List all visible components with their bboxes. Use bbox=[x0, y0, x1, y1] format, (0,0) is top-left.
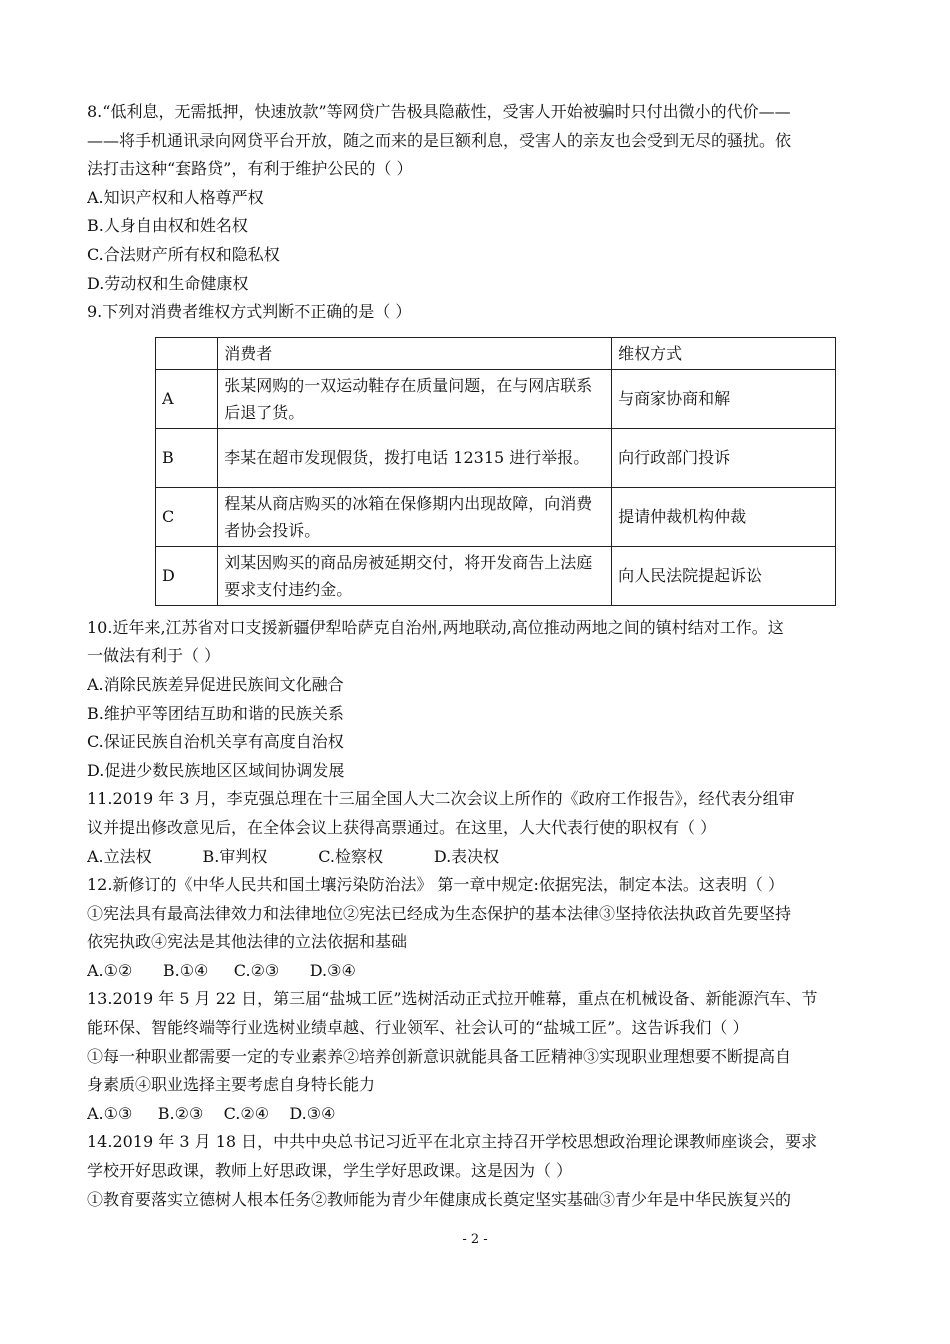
question-11-stem-line-2: 议并提出修改意见后，在全体会议上获得高票通过。在这里，人大代表行使的职权有（ ） bbox=[87, 817, 717, 837]
question-14-stem-line-3: ①教育要落实立德树人根本任务②教师能为青少年健康成长奠定坚实基础③青少年是中华民族复兴的 bbox=[87, 1189, 792, 1209]
question-12-stem-line-3: 依宪执政④宪法是其他法律的立法依据和基础 bbox=[87, 932, 408, 952]
table-header-consumer: 消费者 bbox=[218, 337, 612, 369]
question-14 bbox=[87, 1128, 866, 1214]
row-rights-method: 向行政部门投诉 bbox=[612, 428, 836, 487]
table-header-cell bbox=[156, 337, 218, 369]
row-consumer-case: 张某网购的一双运动鞋存在质量问题，在与网店联系后退了货。 bbox=[218, 369, 612, 428]
question-14-stem-line-1: 14.2019 年 3 月 18 日，中共中央总书记习近平在北京主持召开学校思想政治理论课教师座谈会，要求 bbox=[87, 1132, 818, 1152]
question-11 bbox=[87, 785, 866, 871]
table-row bbox=[156, 369, 836, 428]
table-row bbox=[156, 546, 836, 605]
question-8-stem-line-1: 8.“低利息，无需抵押，快速放款”等网贷广告极具隐蔽性，受害人开始被骗时只付出微小的代价—— bbox=[87, 102, 791, 121]
question-12-stem-line-1: 12.新修订的《中华人民共和国土壤污染防治法》 第一章中规定:依据宪法，制定本法。这表明（ ） bbox=[87, 875, 785, 895]
question-10 bbox=[87, 614, 866, 786]
question-8-option-b: B.人身自由权和姓名权 bbox=[87, 216, 248, 236]
page-number: - 2 - bbox=[462, 1232, 488, 1247]
question-10-option-a: A.消除民族差异促进民族间文化融合 bbox=[87, 674, 344, 694]
question-8-stem-line-3: 法打击这种“套路贷”，有利于维护公民的（ ） bbox=[87, 159, 413, 179]
question-13-stem-line-3: ①每一种职业都需要一定的专业素养②培养创新意识就能具备工匠精神③实现职业理想要不断提高自 bbox=[87, 1046, 792, 1066]
row-rights-method: 向人民法院提起诉讼 bbox=[612, 546, 836, 605]
question-13 bbox=[87, 985, 866, 1128]
question-8 bbox=[87, 98, 866, 298]
question-10-option-d: D.促进少数民族地区区域间协调发展 bbox=[87, 760, 345, 780]
question-11-stem-line-1: 11.2019 年 3 月，李克强总理在十三届全国人大二次会议上所作的《政府工作报告》，经代表分组审 bbox=[87, 789, 795, 809]
question-13-stem-line-1: 13.2019 年 5 月 22 日，第三届“盐城工匠”选树活动正式拉开帷幕，重点在机械设备、新能源汽车、节 bbox=[87, 989, 818, 1009]
table-header-method: 维权方式 bbox=[612, 337, 836, 369]
question-8-option-a: A.知识产权和人格尊严权 bbox=[87, 187, 264, 207]
question-13-options: A.①③ B.②③ C.②④ D.③④ bbox=[87, 1103, 336, 1123]
question-13-stem-line-2: 能环保、智能终端等行业选树业绩卓越、行业领军、社会认可的“盐城工匠”。这告诉我们（ ） bbox=[87, 1018, 749, 1038]
question-8-stem-line-2: ——将手机通讯录向网贷平台开放，随之而来的是巨额利息，受害人的亲友也会受到无尽的骚扰。依 bbox=[87, 130, 792, 150]
question-9-stem: 9.下列对消费者维权方式判断不正确的是（ ） bbox=[87, 302, 412, 322]
row-rights-method: 提请仲裁机构仲裁 bbox=[612, 487, 836, 546]
question-12-stem-line-2: ①宪法具有最高法律效力和法律地位②宪法已经成为生态保护的基本法律③坚持依法执政首先要坚持 bbox=[87, 903, 792, 923]
table-row bbox=[156, 428, 836, 487]
question-9 bbox=[87, 298, 866, 606]
question-10-stem-line-2: 一做法有利于（ ） bbox=[87, 646, 221, 666]
table-row bbox=[156, 487, 836, 546]
row-label: D bbox=[156, 546, 218, 605]
question-10-stem-line-1: 10.近年来,江苏省对口支援新疆伊犁哈萨克自治州,两地联动,高位推动两地之间的镇村结对工作。这 bbox=[87, 617, 784, 637]
question-10-option-b: B.维护平等团结互助和谐的民族关系 bbox=[87, 703, 344, 723]
row-consumer-case: 李某在超市发现假货，拨打电话 12315 进行举报。 bbox=[218, 428, 612, 487]
question-8-option-d: D.劳动权和生命健康权 bbox=[87, 273, 249, 293]
row-rights-method: 与商家协商和解 bbox=[612, 369, 836, 428]
question-8-option-c: C.合法财产所有权和隐私权 bbox=[87, 244, 280, 264]
row-consumer-case: 程某从商店购买的冰箱在保修期内出现故障，向消费者协会投诉。 bbox=[218, 487, 612, 546]
question-11-options: A.立法权 B.审判权 C.检察权 D.表决权 bbox=[87, 846, 500, 866]
consumer-rights-table bbox=[155, 337, 836, 606]
row-consumer-case: 刘某因购买的商品房被延期交付，将开发商告上法庭要求支付违约金。 bbox=[218, 546, 612, 605]
table-header-row bbox=[156, 337, 836, 369]
question-13-stem-line-4: 身素质④职业选择主要考虑自身特长能力 bbox=[87, 1075, 376, 1095]
row-label: B bbox=[156, 428, 218, 487]
question-12-options: A.①② B.①④ C.②③ D.③④ bbox=[87, 960, 356, 980]
row-label: C bbox=[156, 487, 218, 546]
question-10-option-c: C.保证民族自治机关享有高度自治权 bbox=[87, 732, 344, 752]
row-label: A bbox=[156, 369, 218, 428]
question-12 bbox=[87, 871, 866, 985]
question-14-stem-line-2: 学校开好思政课，教师上好思政课，学生学好思政课。这是因为（ ） bbox=[87, 1161, 573, 1181]
